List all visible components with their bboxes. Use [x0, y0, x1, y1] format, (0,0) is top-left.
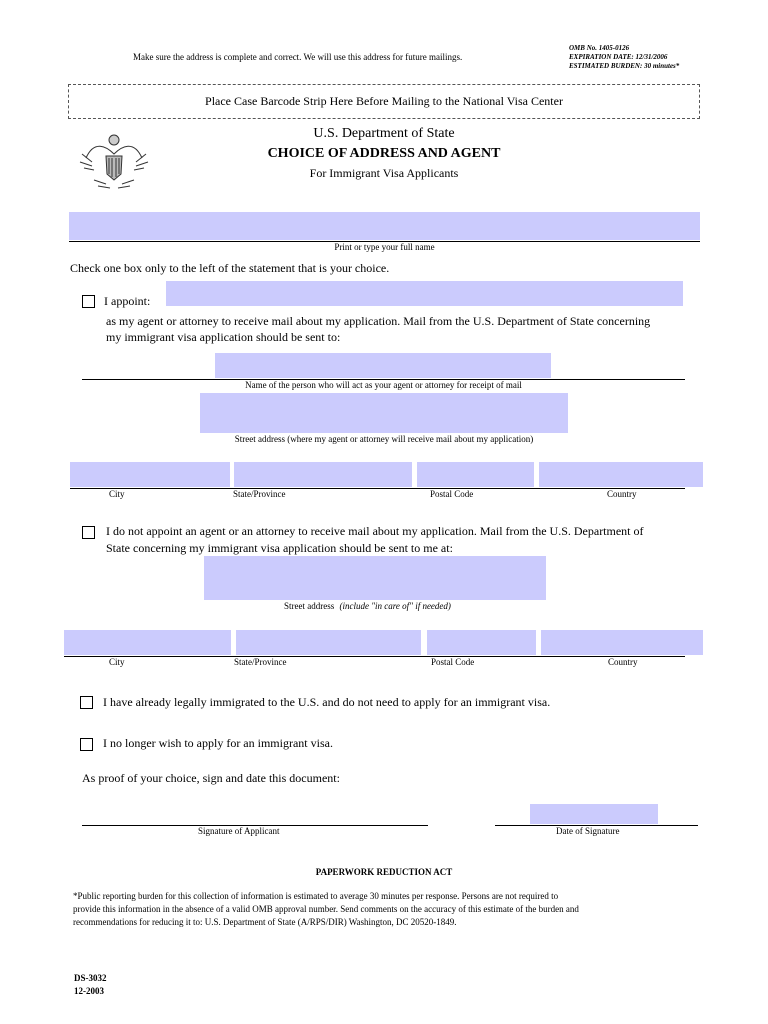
option4-text: I no longer wish to apply for an immigrant visa.: [103, 736, 333, 750]
department-name: U.S. Department of State: [313, 126, 455, 141]
full-name-label: Print or type your full name: [334, 242, 435, 252]
self-state-label: State/Province: [234, 657, 287, 667]
paperwork-line1: *Public reporting burden for this collection of information is estimated to average 30 minutes per response. Persons are not required to: [73, 891, 559, 901]
barcode-instruction: Place Case Barcode Strip Here Before Mailing to the National Visa Center: [205, 94, 563, 108]
self-country-label: Country: [608, 657, 638, 667]
option3-text: I have already legally immigrated to the U.S. and do not need to apply for an immigrant visa.: [103, 695, 551, 709]
self-postal-label: Postal Code: [431, 657, 475, 667]
agent-street-label: Street address (where my agent or attorney will receive mail about my application): [234, 434, 534, 444]
paperwork-line3: recommendations for reducing it to: U.S. Department of State (A/RPS/DIR) Washington, DC 20520-1849.: [73, 917, 457, 927]
paperwork-notice: [73, 890, 693, 929]
signature-date-field[interactable]: [530, 804, 658, 824]
expiration-date: EXPIRATION DATE: 12/31/2006: [569, 53, 668, 61]
form-title: CHOICE OF ADDRESS AND AGENT: [267, 146, 501, 161]
self-postal-field[interactable]: [427, 630, 536, 655]
self-street-field[interactable]: [204, 556, 546, 600]
self-street-label: [284, 601, 451, 611]
agent-state-field[interactable]: [234, 462, 412, 487]
agent-city-label: City: [109, 489, 125, 499]
option2-text-line1: I do not appoint an agent or an attorney to receive mail about my application. Mail from the U.S. Department of: [106, 524, 644, 538]
option1-text-line2: my immigrant visa application should be sent to:: [106, 330, 341, 344]
option2-text-line2: State concerning my immigrant visa application should be sent to me at:: [106, 541, 453, 555]
self-country-field[interactable]: [541, 630, 703, 655]
form-revision-date: 12-2003: [74, 986, 104, 996]
omb-number: OMB No. 1405-0126: [569, 44, 630, 52]
paperwork-heading: PAPERWORK REDUCTION ACT: [315, 867, 453, 877]
option1-text-line1: as my agent or attorney to receive mail about my application. Mail from the U.S. Department of State concerning: [106, 314, 651, 328]
agent-state-label: State/Province: [233, 489, 286, 499]
agent-city-field[interactable]: [70, 462, 230, 487]
omb-info: [569, 44, 679, 71]
self-street-note: (include "in care of" if needed): [339, 601, 451, 611]
state-department-seal: [76, 128, 152, 194]
instruction-text: Check one box only to the left of the statement that is your choice.: [70, 261, 390, 275]
proof-text: As proof of your choice, sign and date this document:: [82, 771, 340, 785]
self-state-field[interactable]: [236, 630, 421, 655]
form-footer: [74, 972, 107, 998]
agent-address-underline: [70, 488, 685, 489]
already-immigrated-checkbox[interactable]: [80, 696, 93, 709]
appointee-field[interactable]: [166, 281, 683, 306]
paperwork-line2: provide this information in the absence of a valid OMB approval number. Send comments on the accuracy of this estimate of the burden and: [73, 904, 579, 914]
appoint-agent-checkbox[interactable]: [82, 295, 95, 308]
self-city-field[interactable]: [64, 630, 231, 655]
estimated-burden: ESTIMATED BURDEN: 30 minutes*: [569, 62, 680, 70]
agent-country-label: Country: [607, 489, 637, 499]
date-label: Date of Signature: [556, 826, 620, 836]
agent-name-field[interactable]: [215, 353, 551, 378]
form-subtitle: For Immigrant Visa Applicants: [309, 166, 459, 180]
no-longer-wish-checkbox[interactable]: [80, 738, 93, 751]
appoint-label: I appoint:: [104, 294, 151, 308]
barcode-strip-box: [68, 84, 700, 119]
signature-label: Signature of Applicant: [198, 826, 280, 836]
full-name-field[interactable]: [69, 212, 700, 240]
form-number: DS-3032: [74, 973, 107, 983]
agent-postal-label: Postal Code: [430, 489, 474, 499]
self-city-label: City: [109, 657, 125, 667]
agent-postal-field[interactable]: [417, 462, 534, 487]
agent-name-label: Name of the person who will act as your agent or attorney for receipt of mail: [245, 380, 522, 390]
self-street-label-text: Street address: [284, 601, 335, 611]
no-agent-checkbox[interactable]: [82, 526, 95, 539]
agent-street-field[interactable]: [200, 393, 568, 433]
agent-country-field[interactable]: [539, 462, 703, 487]
self-address-underline: [64, 656, 685, 657]
mailing-notice: Make sure the address is complete and correct. We will use this address for future mailings.: [133, 52, 463, 62]
